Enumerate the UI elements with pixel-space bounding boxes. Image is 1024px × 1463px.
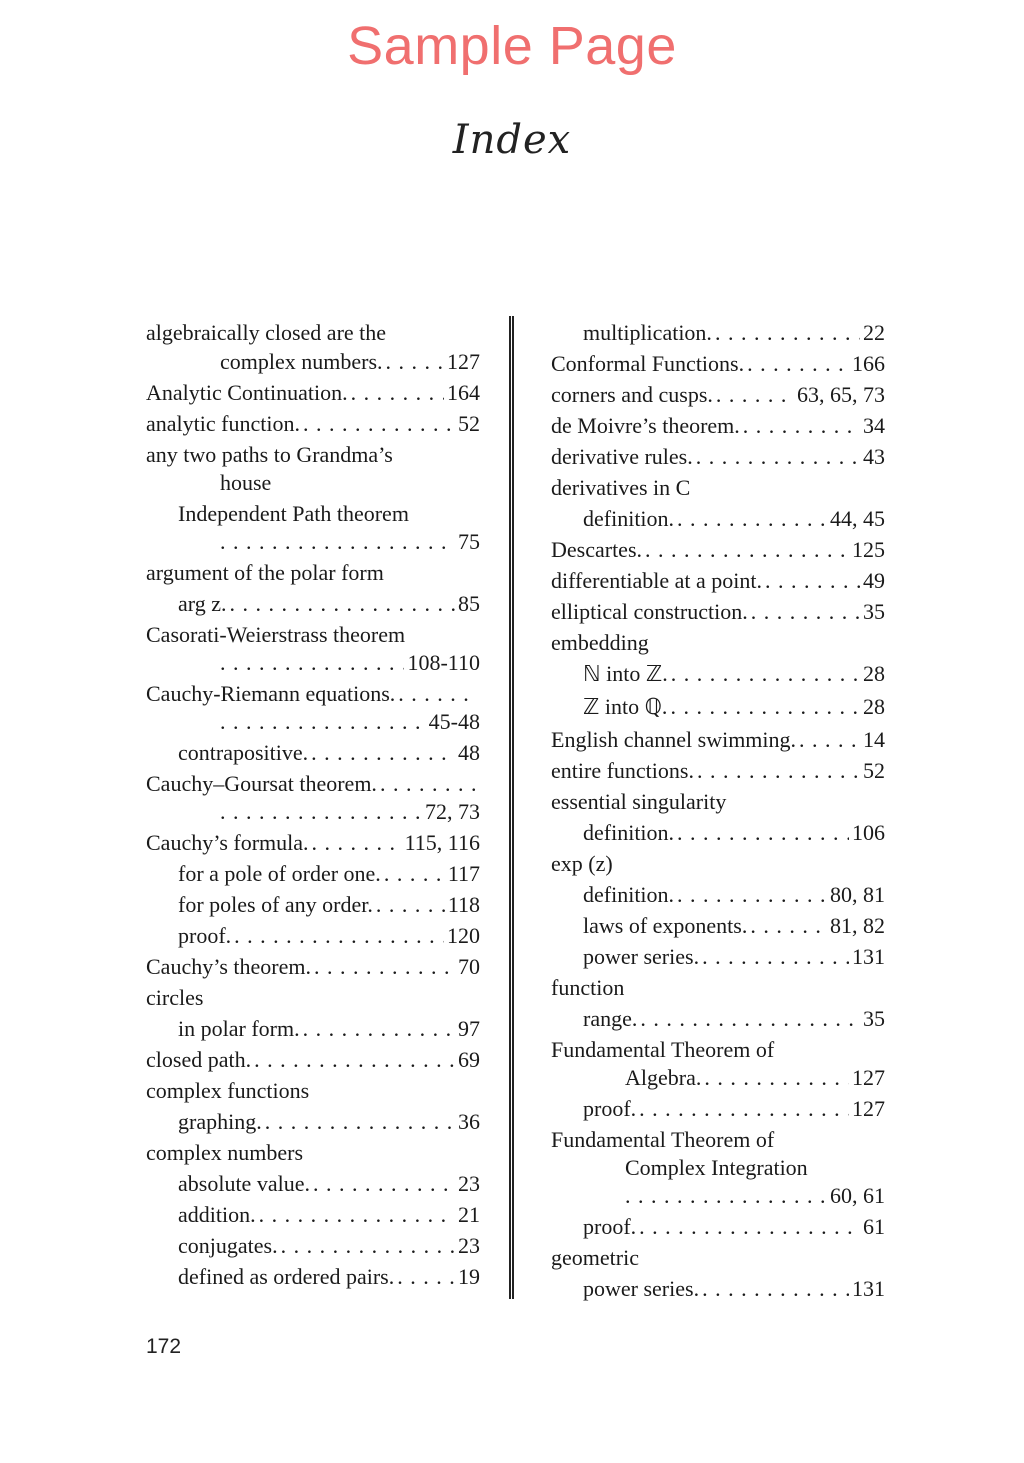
index-term: de Moivre’s theorem. — [551, 413, 740, 438]
index-term: Descartes. — [551, 537, 643, 562]
index-entry — [551, 1183, 885, 1214]
index-entry — [146, 1140, 480, 1171]
index-term: Casorati-Weierstrass theorem — [146, 622, 406, 647]
dot-leader — [398, 681, 477, 707]
index-term: absolute value. — [178, 1171, 310, 1196]
index-entry — [146, 650, 480, 681]
index-term: complex numbers. — [220, 349, 383, 374]
index-entry — [551, 320, 885, 351]
index-page-ref: 70 — [458, 954, 480, 979]
index-entry — [551, 382, 885, 413]
index-term: argument of the polar form — [146, 560, 384, 585]
index-term: house — [220, 470, 272, 495]
dot-leader — [747, 351, 849, 377]
index-page-ref: 21 — [458, 1202, 480, 1227]
index-term: range. — [583, 1006, 638, 1031]
index-entry — [551, 694, 885, 727]
index-entry — [146, 1233, 480, 1264]
index-page-ref: 106 — [852, 820, 885, 845]
index-page-ref: 85 — [458, 591, 480, 616]
dot-leader — [220, 709, 426, 735]
index-term: definition. — [583, 820, 675, 845]
index-entry — [551, 661, 885, 694]
index-term: ℕ into ℤ. — [583, 661, 668, 686]
index-entry — [551, 1006, 885, 1037]
index-term: addition. — [178, 1202, 256, 1227]
dot-leader — [303, 411, 455, 437]
index-entry — [146, 1047, 480, 1078]
dot-leader — [751, 599, 860, 625]
dot-leader — [384, 861, 445, 887]
index-page-ref: 52 — [863, 758, 885, 783]
index-term: closed path. — [146, 1047, 252, 1072]
index-page-ref: 52 — [458, 411, 480, 436]
index-term: power series. — [583, 1276, 700, 1301]
index-page-ref: 36 — [458, 1109, 480, 1134]
dot-leader — [234, 923, 444, 949]
index-entry — [551, 1037, 885, 1065]
dot-leader — [715, 320, 860, 346]
dot-leader — [671, 661, 860, 687]
index-page-ref: 60, 61 — [830, 1183, 885, 1208]
index-entry — [146, 529, 480, 560]
index-term: Cauchy’s theorem. — [146, 954, 311, 979]
index-entry — [146, 1171, 480, 1202]
index-entry — [146, 560, 480, 591]
index-page-ref: 63, 65, 73 — [797, 382, 885, 407]
index-term: differentiable at a point. — [551, 568, 762, 593]
index-term: derivatives in C — [551, 475, 691, 500]
index-entry — [146, 1202, 480, 1233]
index-entry — [551, 727, 885, 758]
dot-leader — [645, 537, 849, 563]
sample-page-watermark: Sample Page — [347, 16, 677, 76]
index-term: Complex Integration — [625, 1155, 808, 1180]
index-term: Conformal Functions. — [551, 351, 745, 376]
index-term: analytic function. — [146, 411, 300, 436]
dot-leader — [376, 892, 445, 918]
dot-leader — [625, 1183, 827, 1209]
index-entry — [146, 830, 480, 861]
index-page-ref: 61 — [863, 1214, 885, 1239]
index-page-ref: 14 — [863, 727, 885, 752]
dot-leader — [351, 380, 444, 406]
index-entry — [146, 1264, 480, 1295]
index-term: English channel swimming. — [551, 727, 797, 752]
index-term: in polar form. — [178, 1016, 300, 1041]
index-term: entire functions. — [551, 758, 694, 783]
index-page-ref: 45-48 — [428, 709, 480, 734]
index-entry — [551, 758, 885, 789]
column-divider — [509, 316, 514, 1299]
index-term: Algebra. — [625, 1065, 702, 1090]
index-entry — [551, 913, 885, 944]
dot-leader — [254, 1047, 455, 1073]
index-entry — [146, 1016, 480, 1047]
dot-leader — [259, 1202, 455, 1228]
index-term: contrapositive. — [178, 740, 309, 765]
index-entry — [551, 944, 885, 975]
index-page-ref: 127 — [447, 349, 480, 374]
dot-leader — [702, 944, 849, 970]
index-entry — [146, 923, 480, 954]
index-page-ref: 120 — [447, 923, 480, 948]
dot-leader — [716, 382, 794, 408]
index-entry — [146, 861, 480, 892]
index-entry — [551, 351, 885, 382]
dot-leader — [639, 1214, 860, 1240]
index-heading: Index — [452, 117, 572, 163]
index-term: algebraically closed are the — [146, 320, 387, 345]
index-term: exp (z) — [551, 851, 613, 876]
index-term: complex numbers — [146, 1140, 304, 1165]
index-entry — [146, 681, 480, 709]
index-term: essential singularity — [551, 789, 727, 814]
dot-leader — [639, 1096, 849, 1122]
index-entry — [146, 411, 480, 442]
index-page-ref: 81, 82 — [830, 913, 885, 938]
dot-leader — [229, 591, 455, 617]
index-entry — [551, 1065, 885, 1096]
dot-leader — [743, 413, 860, 439]
index-entry — [146, 320, 480, 349]
dot-leader — [702, 1276, 849, 1302]
index-entry — [551, 1096, 885, 1127]
dot-leader — [313, 1171, 455, 1197]
index-term: Cauchy–Goursat theorem. — [146, 771, 377, 796]
index-entry — [146, 380, 480, 411]
index-entry — [146, 442, 480, 470]
dot-leader — [670, 694, 860, 720]
index-term: derivative rules. — [551, 444, 693, 469]
dot-leader — [312, 830, 402, 856]
index-entry — [146, 501, 480, 529]
index-term: graphing. — [178, 1109, 262, 1134]
index-page-ref: 80, 81 — [830, 882, 885, 907]
dot-leader — [311, 740, 455, 766]
dot-leader — [220, 650, 404, 676]
index-page-ref: 108-110 — [407, 650, 480, 675]
index-entry — [551, 820, 885, 851]
index-entry — [551, 475, 885, 506]
dot-leader — [281, 1233, 455, 1259]
dot-leader — [677, 506, 827, 532]
index-page-ref: 28 — [863, 661, 885, 686]
index-page-ref: 44, 45 — [830, 506, 885, 531]
index-term: Independent Path theorem — [178, 501, 409, 526]
index-page-ref: 19 — [458, 1264, 480, 1289]
index-entry — [146, 622, 480, 650]
index-entry — [146, 591, 480, 622]
index-entry — [551, 444, 885, 475]
index-entry — [146, 470, 480, 501]
index-term: definition. — [583, 506, 675, 531]
index-term: function — [551, 975, 625, 1000]
index-entry — [146, 1078, 480, 1109]
dot-leader — [220, 799, 422, 825]
index-term: Fundamental Theorem of — [551, 1127, 775, 1152]
index-page-ref: 34 — [863, 413, 885, 438]
index-term: embedding — [551, 630, 649, 655]
index-entry — [146, 892, 480, 923]
dot-leader — [704, 1065, 849, 1091]
index-page-ref: 117 — [447, 861, 480, 886]
index-term: complex functions — [146, 1078, 310, 1103]
index-term: geometric — [551, 1245, 639, 1270]
index-term: for poles of any order. — [178, 892, 373, 917]
index-term: circles — [146, 985, 204, 1010]
index-page-ref: 125 — [852, 537, 885, 562]
index-term: defined as ordered pairs. — [178, 1264, 395, 1289]
index-entry — [146, 740, 480, 771]
index-term: laws of exponents. — [583, 913, 748, 938]
index-entry — [551, 568, 885, 599]
index-entry — [551, 599, 885, 630]
index-term: Analytic Continuation. — [146, 380, 348, 405]
index-term: proof. — [178, 923, 232, 948]
index-term: any two paths to Grandma’s — [146, 442, 393, 467]
index-term: conjugates. — [178, 1233, 278, 1258]
dot-leader — [303, 1016, 455, 1042]
index-entry — [551, 1155, 885, 1183]
dot-leader — [265, 1109, 455, 1135]
index-entry — [146, 799, 480, 830]
index-entry — [146, 709, 480, 740]
dot-leader — [750, 913, 827, 939]
index-column-right — [551, 320, 885, 1307]
index-entry — [146, 954, 480, 985]
index-term: arg z. — [178, 591, 227, 616]
dot-leader — [314, 954, 455, 980]
index-term: proof. — [583, 1214, 637, 1239]
page-number: 172 — [146, 1335, 182, 1358]
index-page-ref: 23 — [458, 1233, 480, 1258]
index-entry — [146, 771, 480, 799]
index-column-left — [146, 320, 480, 1295]
dot-leader — [677, 882, 827, 908]
index-entry — [146, 985, 480, 1016]
index-page-ref: 131 — [852, 1276, 885, 1301]
index-term: Cauchy’s formula. — [146, 830, 309, 855]
index-entry — [551, 630, 885, 661]
index-entry — [551, 537, 885, 568]
index-entry — [551, 882, 885, 913]
index-term: multiplication. — [583, 320, 712, 345]
index-page-ref: 127 — [852, 1096, 885, 1121]
dot-leader — [696, 444, 860, 470]
index-entry — [146, 1109, 480, 1140]
dot-leader — [220, 529, 455, 555]
index-entry — [551, 1214, 885, 1245]
index-page-ref: 75 — [458, 529, 480, 554]
index-page-ref: 23 — [458, 1171, 480, 1196]
index-entry — [146, 349, 480, 380]
index-term: power series. — [583, 944, 700, 969]
index-page-ref: 35 — [863, 599, 885, 624]
dot-leader — [397, 1264, 455, 1290]
dot-leader — [380, 771, 477, 797]
index-page-ref: 72, 73 — [425, 799, 480, 824]
index-entry — [551, 1276, 885, 1307]
index-term: for a pole of order one. — [178, 861, 381, 886]
index-page-ref: 166 — [852, 351, 885, 376]
index-page-ref: 118 — [447, 892, 480, 917]
index-page-ref: 48 — [458, 740, 480, 765]
index-page-ref: 164 — [447, 380, 480, 405]
index-term: elliptical construction. — [551, 599, 748, 624]
index-entry — [551, 413, 885, 444]
index-entry — [551, 506, 885, 537]
index-page-ref: 28 — [863, 694, 885, 719]
index-page-ref: 49 — [863, 568, 885, 593]
index-page-ref: 43 — [863, 444, 885, 469]
index-page-ref: 69 — [458, 1047, 480, 1072]
dot-leader — [677, 820, 849, 846]
index-page-ref: 97 — [458, 1016, 480, 1041]
dot-leader — [697, 758, 860, 784]
dot-leader — [640, 1006, 860, 1032]
index-term: proof. — [583, 1096, 637, 1121]
dot-leader — [765, 568, 860, 594]
index-page-ref: 127 — [852, 1065, 885, 1090]
index-entry — [551, 789, 885, 820]
index-term: definition. — [583, 882, 675, 907]
index-term: Fundamental Theorem of — [551, 1037, 775, 1062]
index-entry — [551, 851, 885, 882]
index-entry — [551, 1127, 885, 1155]
index-entry — [551, 975, 885, 1006]
index-term: corners and cusps. — [551, 382, 713, 407]
index-term: Cauchy-Riemann equations. — [146, 681, 396, 706]
index-term: ℤ into ℚ. — [583, 694, 668, 719]
dot-leader — [386, 349, 444, 375]
index-page-ref: 131 — [852, 944, 885, 969]
index-entry — [551, 1245, 885, 1276]
index-page-ref: 35 — [863, 1006, 885, 1031]
index-page-ref: 115, 116 — [404, 830, 480, 855]
dot-leader — [799, 727, 860, 753]
index-page-ref: 22 — [863, 320, 885, 345]
